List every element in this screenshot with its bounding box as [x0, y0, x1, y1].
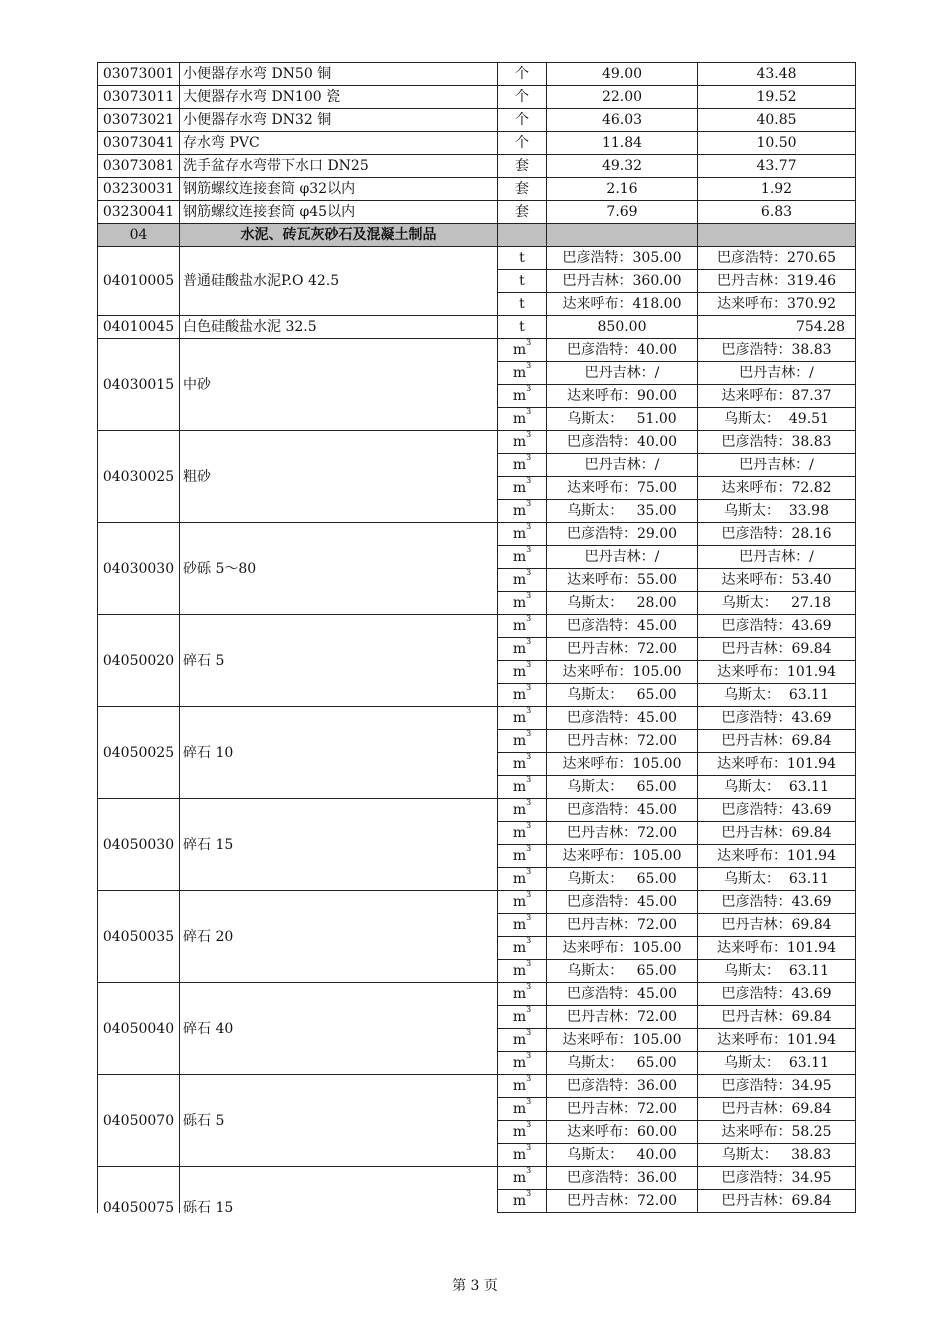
item-name: 大便器存水弯 DN100 瓷 — [180, 86, 498, 109]
unit-cell — [498, 1190, 547, 1213]
price-tax-incl: 巴彦浩特：40.00 — [547, 431, 698, 454]
price-tax-excl: 达来呼布：72.82 — [698, 477, 856, 500]
unit-superscript: 3 — [526, 1074, 532, 1083]
price-tax-excl: 巴丹吉林：69.84 — [698, 1098, 856, 1121]
unit-superscript: 3 — [526, 1028, 532, 1037]
price-tax-excl: 巴彦浩特：34.95 — [698, 1167, 856, 1190]
price-tax-excl: 1.92 — [698, 178, 856, 201]
price-tax-incl: 巴丹吉林：72.00 — [547, 638, 698, 661]
item-code: 03073021 — [98, 109, 180, 132]
unit-text: m — [512, 1147, 527, 1163]
price-tax-incl: 达来呼布：105.00 — [547, 753, 698, 776]
unit-cell — [498, 891, 547, 914]
unit-cell — [498, 753, 547, 776]
unit-superscript: 3 — [526, 706, 532, 715]
item-name: 碎石 20 — [180, 891, 498, 983]
unit-cell: 套 — [498, 201, 547, 224]
unit-cell — [498, 569, 547, 592]
unit-cell — [498, 454, 547, 477]
price-tax-excl: 乌斯太： 63.11 — [698, 960, 856, 983]
price-tax-excl: 巴丹吉林：/ — [698, 362, 856, 385]
item-name: 砂砾 5～80 — [180, 523, 498, 615]
unit-text: m — [512, 917, 527, 933]
price-tax-incl: 达来呼布：105.00 — [547, 661, 698, 684]
unit-superscript: 3 — [526, 430, 532, 439]
item-name: 普通硅酸盐水泥P.O 42.5 — [180, 247, 498, 316]
item-code: 04030030 — [98, 523, 180, 615]
price-tax-incl: 达来呼布：105.00 — [547, 937, 698, 960]
unit-superscript: 3 — [526, 1097, 532, 1106]
unit-superscript: 3 — [526, 568, 532, 577]
item-code: 04050035 — [98, 891, 180, 983]
unit-superscript: 3 — [526, 913, 532, 922]
price-tax-incl: 乌斯太： 65.00 — [547, 868, 698, 891]
item-code: 04050040 — [98, 983, 180, 1075]
unit-text: m — [512, 342, 527, 358]
price-tax-excl: 达来呼布：58.25 — [698, 1121, 856, 1144]
unit-superscript: 3 — [526, 1005, 532, 1014]
table-row — [98, 891, 856, 914]
price-tax-excl: 巴彦浩特：43.69 — [698, 615, 856, 638]
price-tax-incl: 巴彦浩特：40.00 — [547, 339, 698, 362]
unit-cell — [498, 638, 547, 661]
table-row — [98, 1075, 856, 1098]
unit-text: m — [512, 618, 527, 634]
unit-cell — [498, 914, 547, 937]
empty-cell — [498, 224, 547, 247]
price-tax-incl: 巴丹吉林：/ — [547, 454, 698, 477]
unit-superscript: 3 — [526, 499, 532, 508]
unit-superscript: 3 — [526, 775, 532, 784]
price-tax-excl: 10.50 — [698, 132, 856, 155]
price-tax-incl: 巴彦浩特：305.00 — [547, 247, 698, 270]
price-tax-excl: 43.77 — [698, 155, 856, 178]
price-tax-incl: 49.00 — [547, 63, 698, 86]
item-name: 中砂 — [180, 339, 498, 431]
unit-cell: t — [498, 316, 547, 339]
item-name: 砾石 15 — [180, 1167, 498, 1213]
price-tax-incl: 46.03 — [547, 109, 698, 132]
price-tax-excl: 乌斯太： 63.11 — [698, 776, 856, 799]
price-tax-incl: 850.00 — [547, 316, 698, 339]
unit-superscript: 3 — [526, 384, 532, 393]
price-tax-excl: 19.52 — [698, 86, 856, 109]
unit-superscript: 3 — [526, 407, 532, 416]
price-tax-excl: 巴丹吉林：69.84 — [698, 914, 856, 937]
unit-cell — [498, 868, 547, 891]
price-tax-incl: 巴彦浩特：36.00 — [547, 1167, 698, 1190]
item-code: 03230041 — [98, 201, 180, 224]
unit-text: m — [512, 572, 527, 588]
unit-text: m — [512, 848, 527, 864]
item-code: 04050070 — [98, 1075, 180, 1167]
unit-cell — [498, 776, 547, 799]
unit-text: m — [512, 1170, 527, 1186]
price-tax-incl: 巴丹吉林：/ — [547, 362, 698, 385]
unit-cell — [498, 362, 547, 385]
table-row — [98, 316, 856, 339]
table-row — [98, 63, 856, 86]
price-tax-incl: 巴彦浩特：45.00 — [547, 983, 698, 1006]
unit-superscript: 3 — [526, 453, 532, 462]
item-code: 04010045 — [98, 316, 180, 339]
price-tax-excl: 巴丹吉林：319.46 — [698, 270, 856, 293]
price-tax-incl: 达来呼布：90.00 — [547, 385, 698, 408]
unit-text: m — [512, 733, 527, 749]
unit-superscript: 3 — [526, 982, 532, 991]
unit-cell: t — [498, 293, 547, 316]
unit-text: m — [512, 779, 527, 795]
unit-superscript: 3 — [526, 522, 532, 531]
price-tax-excl: 43.48 — [698, 63, 856, 86]
empty-cell — [547, 224, 698, 247]
unit-superscript: 3 — [526, 361, 532, 370]
item-name: 钢筋螺纹连接套筒 φ45以内 — [180, 201, 498, 224]
price-tax-incl: 乌斯太： 28.00 — [547, 592, 698, 615]
price-tax-excl: 乌斯太： 49.51 — [698, 408, 856, 431]
unit-cell: 套 — [498, 178, 547, 201]
unit-text: m — [512, 457, 527, 473]
unit-text: m — [512, 871, 527, 887]
price-tax-incl: 乌斯太： 51.00 — [547, 408, 698, 431]
price-tax-incl: 7.69 — [547, 201, 698, 224]
price-tax-excl: 巴彦浩特：43.69 — [698, 707, 856, 730]
price-tax-excl: 巴丹吉林：69.84 — [698, 822, 856, 845]
section-header-row — [98, 224, 856, 247]
unit-text: m — [512, 411, 527, 427]
unit-superscript: 3 — [526, 660, 532, 669]
unit-superscript: 3 — [526, 752, 532, 761]
price-tax-incl: 达来呼布：418.00 — [547, 293, 698, 316]
unit-superscript: 3 — [526, 1120, 532, 1129]
unit-cell — [498, 983, 547, 1006]
price-tax-incl: 巴丹吉林：/ — [547, 546, 698, 569]
unit-superscript: 3 — [526, 1051, 532, 1060]
price-tax-excl: 乌斯太： 63.11 — [698, 868, 856, 891]
table-row — [98, 201, 856, 224]
price-tax-excl: 乌斯太： 27.18 — [698, 592, 856, 615]
unit-cell — [498, 615, 547, 638]
price-tax-incl: 巴彦浩特：29.00 — [547, 523, 698, 546]
item-code: 04050030 — [98, 799, 180, 891]
unit-text: m — [512, 687, 527, 703]
price-tax-excl: 乌斯太： 63.11 — [698, 684, 856, 707]
unit-text: m — [512, 756, 527, 772]
price-tax-incl: 乌斯太： 40.00 — [547, 1144, 698, 1167]
item-code: 03230031 — [98, 178, 180, 201]
unit-cell — [498, 477, 547, 500]
price-tax-incl: 11.84 — [547, 132, 698, 155]
unit-superscript: 3 — [526, 614, 532, 623]
unit-cell — [498, 960, 547, 983]
unit-superscript: 3 — [526, 338, 532, 347]
unit-text: m — [512, 1124, 527, 1140]
price-tax-incl: 巴丹吉林：72.00 — [547, 822, 698, 845]
table-row — [98, 983, 856, 1006]
unit-superscript: 3 — [526, 729, 532, 738]
item-code: 03073041 — [98, 132, 180, 155]
price-tax-incl: 巴彦浩特：45.00 — [547, 891, 698, 914]
item-code: 04030025 — [98, 431, 180, 523]
price-tax-excl: 巴丹吉林：/ — [698, 454, 856, 477]
price-tax-excl: 达来呼布：101.94 — [698, 661, 856, 684]
price-tax-incl: 巴丹吉林：72.00 — [547, 914, 698, 937]
price-tax-excl: 巴彦浩特：43.69 — [698, 983, 856, 1006]
unit-superscript: 3 — [526, 591, 532, 600]
item-code: 04050020 — [98, 615, 180, 707]
unit-cell: 套 — [498, 155, 547, 178]
unit-text: m — [512, 526, 527, 542]
table-row — [98, 615, 856, 638]
unit-cell — [498, 339, 547, 362]
unit-text: m — [512, 549, 527, 565]
item-name: 碎石 5 — [180, 615, 498, 707]
unit-text: m — [512, 1078, 527, 1094]
item-name: 砾石 5 — [180, 1075, 498, 1167]
table-row — [98, 339, 856, 362]
unit-text: m — [512, 940, 527, 956]
unit-text: m — [512, 1055, 527, 1071]
unit-superscript: 3 — [526, 890, 532, 899]
section-code: 04 — [98, 224, 180, 247]
unit-text: m — [512, 986, 527, 1002]
unit-cell: t — [498, 270, 547, 293]
price-tax-incl: 乌斯太： 65.00 — [547, 960, 698, 983]
price-tax-excl: 巴丹吉林：/ — [698, 546, 856, 569]
price-tax-excl: 乌斯太： 38.83 — [698, 1144, 856, 1167]
unit-cell — [498, 1075, 547, 1098]
price-tax-incl: 49.32 — [547, 155, 698, 178]
unit-superscript: 3 — [526, 637, 532, 646]
page-number: 第 3 页 — [452, 1278, 498, 1294]
unit-superscript: 3 — [526, 936, 532, 945]
price-tax-incl: 巴丹吉林：72.00 — [547, 1098, 698, 1121]
price-tax-excl: 达来呼布：370.92 — [698, 293, 856, 316]
price-tax-incl: 达来呼布：105.00 — [547, 845, 698, 868]
unit-text: m — [512, 1009, 527, 1025]
price-tax-excl: 巴丹吉林：69.84 — [698, 1190, 856, 1213]
unit-text: m — [512, 388, 527, 404]
unit-cell — [498, 799, 547, 822]
price-tax-incl: 达来呼布：105.00 — [547, 1029, 698, 1052]
unit-text: m — [512, 1193, 527, 1209]
price-tax-excl: 巴彦浩特：270.65 — [698, 247, 856, 270]
price-tax-incl: 22.00 — [547, 86, 698, 109]
price-tax-incl: 达来呼布：55.00 — [547, 569, 698, 592]
unit-cell — [498, 1167, 547, 1190]
item-name: 粗砂 — [180, 431, 498, 523]
item-code: 04050075 — [98, 1167, 180, 1213]
section-title: 水泥、砖瓦灰砂石及混凝土制品 — [180, 224, 498, 247]
unit-text: m — [512, 503, 527, 519]
unit-text: m — [512, 595, 527, 611]
price-tax-excl: 达来呼布：101.94 — [698, 1029, 856, 1052]
item-name: 洗手盆存水弯带下水口 DN25 — [180, 155, 498, 178]
price-tax-excl: 达来呼布：101.94 — [698, 937, 856, 960]
price-tax-incl: 乌斯太： 35.00 — [547, 500, 698, 523]
unit-superscript: 3 — [526, 545, 532, 554]
unit-text: m — [512, 1032, 527, 1048]
unit-cell — [498, 937, 547, 960]
unit-superscript: 3 — [526, 1189, 532, 1198]
item-code: 03073001 — [98, 63, 180, 86]
price-table — [97, 62, 856, 1213]
unit-superscript: 3 — [526, 1166, 532, 1175]
table-row — [98, 1167, 856, 1190]
unit-superscript: 3 — [526, 798, 532, 807]
unit-text: m — [512, 802, 527, 818]
price-tax-incl: 达来呼布：75.00 — [547, 477, 698, 500]
table-row — [98, 86, 856, 109]
unit-text: m — [512, 710, 527, 726]
unit-cell — [498, 1121, 547, 1144]
table-row — [98, 707, 856, 730]
unit-cell — [498, 661, 547, 684]
item-name: 小便器存水弯 DN32 铜 — [180, 109, 498, 132]
item-code: 04030015 — [98, 339, 180, 431]
item-name: 钢筋螺纹连接套筒 φ32以内 — [180, 178, 498, 201]
unit-superscript: 3 — [526, 959, 532, 968]
unit-cell — [498, 1144, 547, 1167]
price-tax-excl: 乌斯太： 33.98 — [698, 500, 856, 523]
table-row — [98, 431, 856, 454]
price-tax-incl: 乌斯太： 65.00 — [547, 684, 698, 707]
unit-cell — [498, 431, 547, 454]
unit-cell: 个 — [498, 132, 547, 155]
price-tax-incl: 巴彦浩特：45.00 — [547, 799, 698, 822]
price-tax-excl: 巴彦浩特：43.69 — [698, 891, 856, 914]
unit-text: m — [512, 641, 527, 657]
item-code: 04010005 — [98, 247, 180, 316]
unit-cell — [498, 1098, 547, 1121]
unit-cell — [498, 500, 547, 523]
price-tax-incl: 巴丹吉林：72.00 — [547, 1190, 698, 1213]
price-tax-excl: 754.28 — [698, 316, 856, 339]
table-row — [98, 523, 856, 546]
item-name: 碎石 40 — [180, 983, 498, 1075]
price-tax-incl: 巴彦浩特：45.00 — [547, 615, 698, 638]
unit-cell — [498, 845, 547, 868]
unit-cell: t — [498, 247, 547, 270]
unit-cell — [498, 1029, 547, 1052]
price-tax-excl: 巴彦浩特：28.16 — [698, 523, 856, 546]
price-tax-excl: 达来呼布：53.40 — [698, 569, 856, 592]
unit-superscript: 3 — [526, 683, 532, 692]
unit-text: m — [512, 963, 527, 979]
unit-superscript: 3 — [526, 867, 532, 876]
price-tax-incl: 乌斯太： 65.00 — [547, 776, 698, 799]
price-tax-incl: 达来呼布：60.00 — [547, 1121, 698, 1144]
unit-superscript: 3 — [526, 844, 532, 853]
price-tax-incl: 巴丹吉林：72.00 — [547, 1006, 698, 1029]
unit-cell — [498, 707, 547, 730]
unit-text: m — [512, 480, 527, 496]
price-tax-incl: 巴彦浩特：45.00 — [547, 707, 698, 730]
price-tax-excl: 6.83 — [698, 201, 856, 224]
price-tax-excl: 巴彦浩特：34.95 — [698, 1075, 856, 1098]
item-name: 小便器存水弯 DN50 铜 — [180, 63, 498, 86]
unit-cell: 个 — [498, 109, 547, 132]
table-row — [98, 247, 856, 270]
unit-cell — [498, 592, 547, 615]
unit-cell — [498, 684, 547, 707]
price-tax-excl: 巴丹吉林：69.84 — [698, 1006, 856, 1029]
unit-superscript: 3 — [526, 821, 532, 830]
price-tax-excl: 巴彦浩特：38.83 — [698, 431, 856, 454]
price-tax-excl: 巴丹吉林：69.84 — [698, 730, 856, 753]
price-tax-incl: 乌斯太： 65.00 — [547, 1052, 698, 1075]
price-tax-excl: 40.85 — [698, 109, 856, 132]
price-tax-excl: 达来呼布：101.94 — [698, 753, 856, 776]
table-row — [98, 178, 856, 201]
unit-cell — [498, 1006, 547, 1029]
unit-cell — [498, 822, 547, 845]
price-tax-excl: 巴丹吉林：69.84 — [698, 638, 856, 661]
price-tax-incl: 巴彦浩特：36.00 — [547, 1075, 698, 1098]
price-tax-excl: 巴彦浩特：38.83 — [698, 339, 856, 362]
table-row — [98, 799, 856, 822]
price-tax-excl: 乌斯太： 63.11 — [698, 1052, 856, 1075]
unit-cell — [498, 546, 547, 569]
table-row — [98, 109, 856, 132]
unit-text: m — [512, 434, 527, 450]
item-name: 存水弯 PVC — [180, 132, 498, 155]
unit-cell: 个 — [498, 86, 547, 109]
item-code: 03073011 — [98, 86, 180, 109]
unit-cell — [498, 385, 547, 408]
unit-cell — [498, 408, 547, 431]
unit-cell: 个 — [498, 63, 547, 86]
table-row — [98, 132, 856, 155]
unit-cell — [498, 523, 547, 546]
price-tax-incl: 巴丹吉林：360.00 — [547, 270, 698, 293]
unit-text: m — [512, 664, 527, 680]
unit-superscript: 3 — [526, 1143, 532, 1152]
unit-cell — [498, 1052, 547, 1075]
unit-cell — [498, 730, 547, 753]
item-name: 碎石 10 — [180, 707, 498, 799]
unit-text: m — [512, 365, 527, 381]
price-tax-excl: 达来呼布：101.94 — [698, 845, 856, 868]
item-code: 04050025 — [98, 707, 180, 799]
unit-superscript: 3 — [526, 476, 532, 485]
unit-text: m — [512, 894, 527, 910]
table-row — [98, 155, 856, 178]
price-tax-incl: 2.16 — [547, 178, 698, 201]
price-tax-incl: 巴丹吉林：72.00 — [547, 730, 698, 753]
price-tax-excl: 达来呼布：87.37 — [698, 385, 856, 408]
empty-cell — [698, 224, 856, 247]
item-code: 03073081 — [98, 155, 180, 178]
unit-text: m — [512, 1101, 527, 1117]
item-name: 碎石 15 — [180, 799, 498, 891]
item-name: 白色硅酸盐水泥 32.5 — [180, 316, 498, 339]
unit-text: m — [512, 825, 527, 841]
price-tax-excl: 巴彦浩特：43.69 — [698, 799, 856, 822]
